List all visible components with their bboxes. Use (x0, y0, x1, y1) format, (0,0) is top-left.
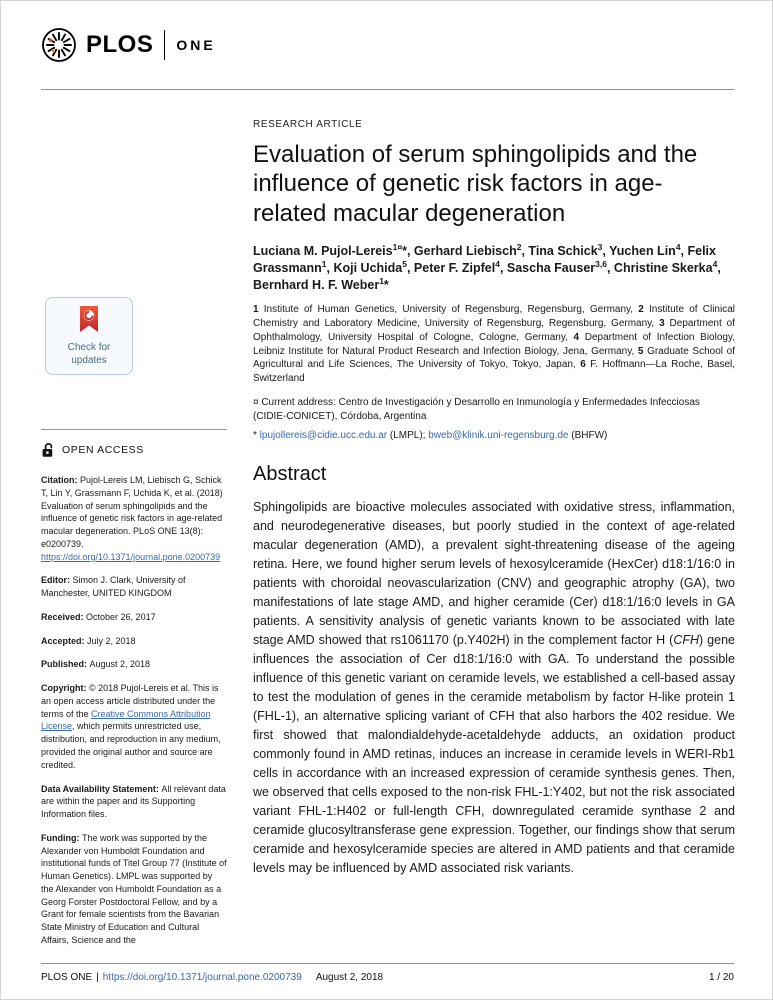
copyright-text-post: , which permits unrestricted use, distribution, and reproduction in any medium, provided the original author and source are credited. (41, 721, 221, 770)
check-for-updates-badge[interactable] (45, 297, 133, 375)
editor-text: Simon J. Clark, University of Manchester, UNITED KINGDOM (41, 575, 186, 599)
plos-wordmark: PLOS (86, 31, 154, 58)
citation-label: Citation: (41, 475, 80, 485)
author-name: Yuchen Lin (609, 243, 676, 258)
correspondence-marker: * (253, 430, 260, 442)
footer-date: August 2, 2018 (315, 972, 384, 983)
published-label: Published: (41, 659, 90, 670)
affiliation-text: Graduate School of Agricultural and Life Sciences, The University of Tokyo, Tokyo, Japan, (253, 345, 735, 371)
copyright-entry (41, 682, 227, 771)
copyright-label: Copyright: (41, 683, 89, 694)
data-availability-entry (41, 783, 227, 821)
author-sep: *, (402, 243, 414, 258)
author-name: Felix Grassmann (253, 243, 716, 276)
main-content (253, 109, 735, 878)
open-access-row (41, 442, 227, 458)
affiliation-text: Institute of Human Genetics, University of Regensburg, Regensburg, Germany, (258, 304, 639, 316)
received-label: Received: (41, 611, 87, 622)
header-rule (41, 89, 734, 90)
author-name: Koji Uchida (333, 261, 403, 276)
author (609, 241, 688, 258)
affiliation-text: Institute of Clinical Chemistry and Laboratory Medicine, University of Regensburg, Regensburg, Germany, (253, 304, 735, 330)
correspondence-end: (BHFW) (568, 430, 608, 442)
author-sep: , (680, 243, 688, 258)
author-sup: 4 (495, 258, 500, 269)
received-entry (41, 611, 227, 624)
author-sup: 1¤ (392, 241, 403, 252)
author-sep: , (717, 261, 721, 276)
editor-entry (41, 574, 227, 600)
affiliation-text: Department of Ophthalmology, University Hospital of Cologne, Cologne, Germany, (253, 318, 735, 343)
email-link-lmpl[interactable]: lpujollereis@cidie.ucc.edu.ar (259, 430, 388, 442)
author-sep: , (521, 243, 529, 258)
author-sup: 1 (379, 276, 384, 287)
author (613, 258, 721, 276)
affiliation-number: 6 (580, 359, 586, 371)
author-sup: 4 (712, 258, 718, 269)
sidebar (41, 101, 227, 958)
author (333, 258, 414, 276)
affiliation-number: 4 (573, 331, 580, 343)
author-sep: , (326, 261, 334, 276)
affiliation-text: Department of Infection Biology, Leibniz Institute for Natural Product Research and Infection Biology, Jena, Germany, (253, 331, 735, 357)
author-sep: , (499, 261, 507, 276)
footer-doi-link[interactable]: https://doi.org/10.1371/journal.pone.0200739 (102, 972, 302, 983)
footer-separator: | (96, 972, 99, 983)
footer-rule (41, 963, 734, 964)
abstract-heading: Abstract (253, 463, 327, 486)
abstract-text (253, 498, 735, 878)
footer-left (41, 972, 383, 983)
cc-license-link[interactable]: Creative Commons Attribution License (41, 708, 211, 732)
data-availability-text: All relevant data are within the paper and its Supporting Information files. (41, 783, 226, 820)
author (253, 278, 389, 292)
email-link-bhfw[interactable]: bweb@klinik.uni-regensburg.de (428, 430, 569, 442)
author-sup: 3,6 (595, 258, 607, 269)
affiliation-number: 5 (637, 345, 644, 357)
check-updates-line1: Check for (67, 342, 111, 353)
abstract-seg1: Sphingolipids are bioactive molecules associated with oxidative stress, inflammation, and neurodegenerative diseases, but poorly studied in the context of age-related macular degeneration (AMD), a prevalent sight-threatening disease of the ageing retina. Here, we found higher serum levels of hexosylceramide (HexCer) d18:1/16:0 in patients with choroidal neovascularization (CNV) and geographic atrophy (GA), two manifestations of late stage AMD, and higher ceramide (Cer) d18:1/16:0 levels in GA patients. A sensitivity analysis of genetic variants known to be associated with late stage AMD showed that rs1061170 (p.Y402H) in the complement factor H ( (253, 500, 735, 648)
abstract-gene-name: CFH (673, 633, 700, 648)
author-sup: 3 (597, 241, 603, 252)
author (528, 241, 610, 258)
author-name: Tina Schick (528, 243, 598, 258)
citation-entry (41, 474, 227, 563)
sidebar-rule (41, 429, 227, 430)
journal-wordmark: ONE (176, 37, 216, 53)
copyright-text-pre: © 2018 Pujol-Lereis et al. This is an open access article distributed under the terms of the (41, 683, 219, 719)
author-sep: * (383, 278, 389, 293)
citation-doi-link[interactable]: https://doi.org/10.1371/journal.pone.0200739 (41, 551, 221, 562)
abstract-seg2: ) gene influences the association of Cer d18:1/16:0 with GA. To understand the possible influence of this genetic variant on ceramide levels, we established a cell-based assay to test the modulation of genes in the ceramide metabolism by factor H-like protein 1 (FHL-1), an alternative splicing variant of CFH that also harbors the 402 residue. We first showed that malondialdehyde-acetaldehyde adducts, an oxidation product commonly found in AMD retinas, induces an increase in ceramide levels in WERI-Rb1 cells in accordance with an increased expression of ceramide synthesis genes. Then, we observed that cells exposed to the non-risk FHL-1:Y402, but not the risk associated variant FHL-1:H402 or full-length CFH, downregulated ceramide synthase 2 and ceramide glucosyltransferase gene expression. Together, our findings show that serum ceramide and hexosylceramide species are altered in AMD patients and that ceramide levels may be influenced by AMD associated risk variants. (253, 633, 735, 876)
footer-journal-name: PLOS ONE (41, 972, 93, 983)
author-name: Sascha Fauser (506, 261, 596, 276)
check-updates-label (52, 342, 126, 367)
open-access-label: OPEN ACCESS (62, 444, 144, 456)
author-name: Gerhard Liebisch (413, 243, 517, 258)
author-sep: , (606, 261, 614, 276)
correspondence-line (253, 429, 735, 443)
affiliation-number: 1 (253, 304, 259, 316)
header (41, 27, 216, 63)
footer-right (709, 972, 734, 983)
author-sup: 2 (516, 241, 522, 252)
accepted-label: Accepted: (41, 635, 88, 646)
author (253, 241, 414, 258)
editor-label: Editor: (41, 575, 73, 586)
received-date: October 26, 2017 (86, 611, 156, 622)
plos-logo-icon (41, 27, 77, 63)
check-updates-line2: updates (71, 354, 107, 366)
author-sup: 5 (402, 258, 407, 269)
funding-label: Funding: (41, 832, 82, 843)
author (413, 241, 529, 258)
current-address-note: ¤ Current address: Centro de Investigación y Desarrollo en Inmunología y Enfermedades Infecciosas (CIDIE-CONICET), Córdoba, Argentina (253, 397, 700, 423)
author-name: Luciana M. Pujol-Lereis (253, 243, 393, 258)
data-availability-label: Data Availability Statement: (41, 783, 162, 794)
accepted-entry (41, 635, 227, 648)
accepted-date: July 2, 2018 (87, 635, 136, 646)
open-lock-icon (41, 442, 55, 458)
article-title: Evaluation of serum sphingolipids and the influence of genetic risk factors in age-related macular degeneration (253, 141, 698, 227)
author (413, 258, 507, 276)
author-name: Peter F. Zipfel (413, 261, 496, 276)
affiliation-text: F. Hoffmann—La Roche, Basel, Switzerland (253, 359, 736, 385)
page-number: 1 / 20 (708, 972, 734, 983)
plos-one-logo (41, 27, 216, 63)
author-sup: 1 (321, 258, 327, 269)
footer (41, 972, 734, 983)
funding-entry (41, 832, 227, 947)
author-sep: , (602, 243, 610, 258)
author-sup: 4 (675, 241, 681, 252)
crossmark-icon (78, 306, 100, 334)
author-sep: , (406, 261, 414, 276)
author-name: Christine Skerka (613, 261, 713, 276)
article-type-label: RESEARCH ARTICLE (253, 119, 363, 130)
correspondence-mid: (LMPL); (387, 430, 429, 442)
affiliation-number: 2 (638, 304, 644, 316)
funding-text: The work was supported by the Alexander von Humboldt Foundation and institutional funds of Titel Group 77 (Institute of Human Genetics). LMPL was supported by the Alexander von Humboldt Foundation as a Georg Forster Postdoctoral Fellow, and by a Grant for female scientists from the Bavarian State Ministry of Education and Cultural Affairs, Science and the (41, 832, 227, 945)
citation-text: Pujol-Lereis LM, Liebisch G, Schick T, Lin Y, Grassmann F, Uchida K, et al. (2018) Evaluation of serum sphingolipids and the influence of genetic risk factors in age-related macular degeneration. PLoS ONE 13(8): e0200739. (41, 475, 223, 549)
author (506, 258, 614, 276)
affiliation-number: 3 (659, 318, 665, 330)
author-list (253, 242, 735, 293)
affiliation-list (253, 303, 735, 386)
logo-divider (164, 30, 165, 60)
author-name: Bernhard H. F. Weber (253, 278, 380, 293)
published-date: August 2, 2018 (89, 659, 151, 670)
published-entry (41, 658, 227, 671)
